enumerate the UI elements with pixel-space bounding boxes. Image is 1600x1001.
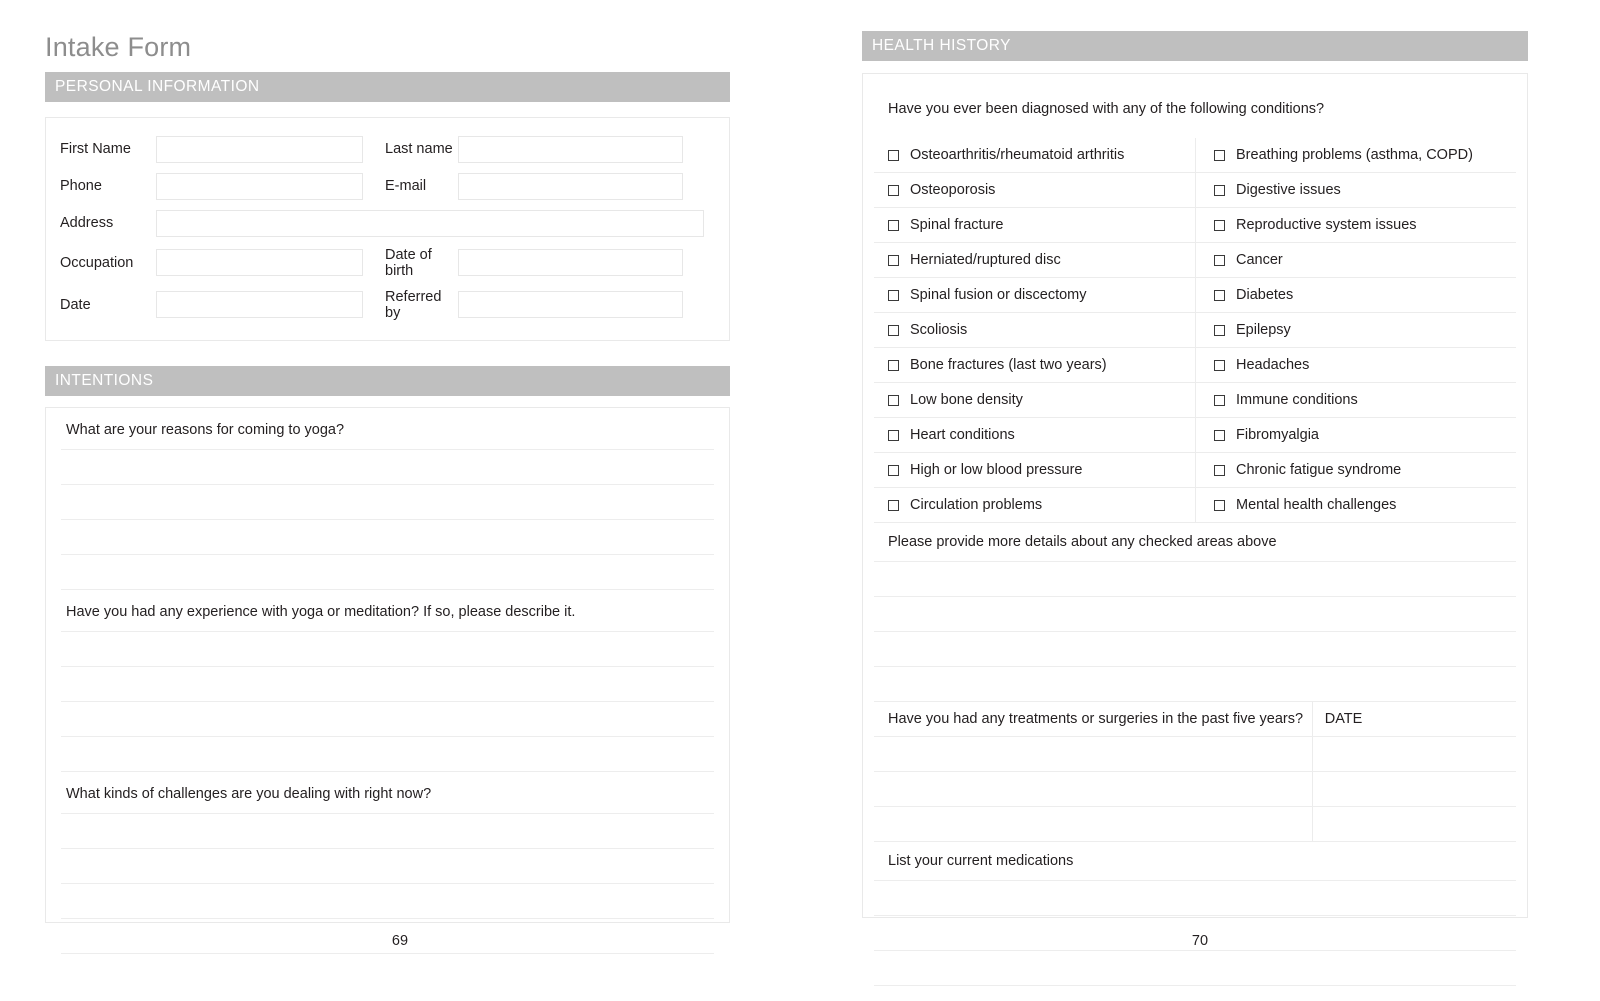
condition-label: Diabetes bbox=[1236, 286, 1294, 303]
treatments-header-row bbox=[874, 702, 1516, 737]
condition-label: Breathing problems (asthma, COPD) bbox=[1236, 146, 1473, 163]
treatments-date-header: DATE bbox=[1312, 702, 1516, 737]
condition-cell[interactable] bbox=[874, 348, 1196, 383]
condition-label: Digestive issues bbox=[1236, 181, 1341, 198]
condition-cell[interactable] bbox=[1196, 243, 1517, 278]
page-title: Intake Form bbox=[45, 32, 192, 62]
condition-cell[interactable] bbox=[874, 243, 1196, 278]
treatment-entry-field[interactable] bbox=[874, 737, 1312, 772]
text-input-field[interactable] bbox=[458, 291, 683, 318]
medications-write-line[interactable] bbox=[874, 951, 1516, 986]
treatments-question: Have you had any treatments or surgeries in the past five years? bbox=[874, 702, 1312, 737]
checkbox-icon[interactable] bbox=[1214, 430, 1225, 441]
condition-checkbox-row[interactable] bbox=[1196, 287, 1516, 304]
condition-checkbox-row[interactable] bbox=[874, 357, 1195, 374]
personal-information-card bbox=[45, 117, 730, 341]
conditions-table-row bbox=[874, 243, 1516, 278]
conditions-table-row bbox=[874, 313, 1516, 348]
question-text: Have you had any experience with yoga or meditation? If so, please describe it. bbox=[66, 603, 576, 620]
intentions-question-block bbox=[61, 408, 714, 590]
treatment-entry-field[interactable] bbox=[874, 772, 1312, 807]
condition-checkbox-row[interactable] bbox=[874, 497, 1195, 514]
condition-checkbox-row[interactable] bbox=[1196, 427, 1516, 444]
personal-information-rows bbox=[53, 136, 712, 321]
conditions-checkbox-table bbox=[874, 138, 1516, 523]
answer-write-line[interactable] bbox=[61, 737, 714, 772]
condition-checkbox-row[interactable] bbox=[1196, 392, 1516, 409]
condition-label: Spinal fracture bbox=[910, 216, 1004, 233]
conditions-table-row bbox=[874, 138, 1516, 173]
condition-label: Herniated/ruptured disc bbox=[910, 251, 1061, 268]
details-write-lines bbox=[874, 561, 1516, 667]
condition-label: Fibromyalgia bbox=[1236, 426, 1319, 443]
condition-checkbox-row[interactable] bbox=[874, 322, 1195, 339]
condition-checkbox-row[interactable] bbox=[1196, 147, 1516, 164]
condition-checkbox-row[interactable] bbox=[1196, 252, 1516, 269]
condition-checkbox-row[interactable] bbox=[874, 462, 1195, 479]
condition-label: Osteoporosis bbox=[910, 181, 996, 198]
checkbox-icon[interactable] bbox=[1214, 500, 1225, 511]
condition-cell[interactable] bbox=[1196, 418, 1517, 453]
checkbox-icon[interactable] bbox=[1214, 325, 1225, 336]
text-input-field[interactable] bbox=[458, 249, 683, 276]
condition-checkbox-row[interactable] bbox=[874, 392, 1195, 409]
condition-label: Spinal fusion or discectomy bbox=[910, 286, 1087, 303]
checkbox-icon[interactable] bbox=[888, 220, 899, 231]
details-write-line[interactable] bbox=[874, 597, 1516, 632]
checkbox-icon[interactable] bbox=[1214, 185, 1225, 196]
intentions-question-block bbox=[61, 590, 714, 772]
checkbox-icon[interactable] bbox=[1214, 290, 1225, 301]
checkbox-icon[interactable] bbox=[1214, 465, 1225, 476]
condition-label: High or low blood pressure bbox=[910, 461, 1083, 478]
intentions-card bbox=[45, 407, 730, 923]
condition-cell[interactable] bbox=[874, 313, 1196, 348]
checkbox-icon[interactable] bbox=[1214, 255, 1225, 266]
answer-write-line[interactable] bbox=[61, 555, 714, 590]
checkbox-icon[interactable] bbox=[888, 185, 899, 196]
intentions-questions bbox=[61, 408, 714, 954]
field-label: Last name bbox=[385, 141, 453, 158]
checkbox-icon[interactable] bbox=[1214, 150, 1225, 161]
checkbox-icon[interactable] bbox=[888, 150, 899, 161]
condition-cell[interactable] bbox=[1196, 208, 1517, 243]
checkbox-icon[interactable] bbox=[1214, 395, 1225, 406]
answer-write-line[interactable] bbox=[61, 702, 714, 737]
condition-checkbox-row[interactable] bbox=[874, 147, 1195, 164]
conditions-table-row bbox=[874, 383, 1516, 418]
treatment-date-field[interactable] bbox=[1312, 737, 1516, 772]
page-number-right: 70 bbox=[1191, 933, 1209, 949]
treatment-entry-field[interactable] bbox=[874, 807, 1312, 842]
text-input-field[interactable] bbox=[156, 173, 363, 200]
condition-label: Bone fractures (last two years) bbox=[910, 356, 1107, 373]
condition-label: Reproductive system issues bbox=[1236, 216, 1417, 233]
condition-cell[interactable] bbox=[1196, 348, 1517, 383]
condition-cell[interactable] bbox=[1196, 488, 1517, 523]
field-label: Address bbox=[60, 215, 114, 232]
condition-cell[interactable] bbox=[874, 208, 1196, 243]
details-prompt: Please provide more details about any checked areas above bbox=[888, 534, 1277, 550]
conditions-table-row bbox=[874, 348, 1516, 383]
field-label: Occupation bbox=[60, 254, 134, 271]
health-history-card bbox=[862, 73, 1528, 918]
checkbox-icon[interactable] bbox=[888, 325, 899, 336]
question-text: What kinds of challenges are you dealing with right now? bbox=[66, 785, 432, 802]
condition-checkbox-row[interactable] bbox=[1196, 357, 1516, 374]
condition-cell[interactable] bbox=[874, 418, 1196, 453]
conditions-table-row bbox=[874, 208, 1516, 243]
health-history-prompt: Have you ever been diagnosed with any of the following conditions? bbox=[888, 101, 1325, 117]
condition-cell[interactable] bbox=[874, 173, 1196, 208]
condition-cell[interactable] bbox=[1196, 383, 1517, 418]
details-write-line[interactable] bbox=[874, 632, 1516, 667]
condition-checkbox-row[interactable] bbox=[1196, 497, 1516, 514]
checkbox-icon[interactable] bbox=[888, 465, 899, 476]
answer-write-line[interactable] bbox=[61, 849, 714, 884]
answer-write-line[interactable] bbox=[61, 884, 714, 919]
treatments-entry-row bbox=[874, 737, 1516, 772]
checkbox-icon[interactable] bbox=[888, 360, 899, 371]
treatment-date-field[interactable] bbox=[1312, 772, 1516, 807]
checkbox-icon[interactable] bbox=[888, 430, 899, 441]
text-input-field[interactable] bbox=[156, 136, 363, 163]
condition-checkbox-row[interactable] bbox=[874, 252, 1195, 269]
condition-label: Scoliosis bbox=[910, 321, 968, 338]
checkbox-icon[interactable] bbox=[1214, 220, 1225, 231]
personal-info-row bbox=[53, 173, 712, 200]
field-label: Date of birth bbox=[385, 246, 432, 279]
condition-checkbox-row[interactable] bbox=[874, 182, 1195, 199]
condition-cell[interactable] bbox=[874, 383, 1196, 418]
condition-label: Low bone density bbox=[910, 391, 1023, 408]
condition-label: Mental health challenges bbox=[1236, 496, 1397, 513]
condition-checkbox-row[interactable] bbox=[874, 217, 1195, 234]
condition-cell[interactable] bbox=[874, 138, 1196, 173]
condition-label: Chronic fatigue syndrome bbox=[1236, 461, 1402, 478]
text-input-field[interactable] bbox=[458, 173, 683, 200]
treatments-table bbox=[874, 701, 1516, 842]
page-right bbox=[800, 0, 1600, 1001]
field-label: Referred by bbox=[385, 288, 442, 321]
text-input-field[interactable] bbox=[156, 291, 363, 318]
checkbox-icon[interactable] bbox=[888, 290, 899, 301]
section-header-intentions: INTENTIONS bbox=[45, 366, 730, 396]
page-number-left: 69 bbox=[391, 933, 409, 949]
conditions-table-row bbox=[874, 453, 1516, 488]
condition-label: Circulation problems bbox=[910, 496, 1043, 513]
checkbox-icon[interactable] bbox=[888, 395, 899, 406]
condition-cell[interactable] bbox=[1196, 173, 1517, 208]
personal-info-row bbox=[53, 210, 712, 237]
section-spacer bbox=[874, 667, 1516, 701]
treatments-entry-row bbox=[874, 807, 1516, 842]
personal-info-row bbox=[53, 136, 712, 163]
condition-cell[interactable] bbox=[874, 488, 1196, 523]
checkbox-icon[interactable] bbox=[888, 255, 899, 266]
condition-checkbox-row[interactable] bbox=[1196, 462, 1516, 479]
condition-label: Osteoarthritis/rheumatoid arthritis bbox=[910, 146, 1125, 163]
answer-write-line[interactable] bbox=[61, 667, 714, 702]
condition-cell[interactable] bbox=[874, 453, 1196, 488]
condition-cell[interactable] bbox=[1196, 313, 1517, 348]
section-header-personal-information: PERSONAL INFORMATION bbox=[45, 72, 730, 102]
text-input-field[interactable] bbox=[458, 136, 683, 163]
field-label: E-mail bbox=[385, 178, 427, 195]
treatment-date-field[interactable] bbox=[1312, 807, 1516, 842]
checkbox-icon[interactable] bbox=[1214, 360, 1225, 371]
treatments-entry-row bbox=[874, 772, 1516, 807]
condition-label: Headaches bbox=[1236, 356, 1310, 373]
condition-checkbox-row[interactable] bbox=[874, 427, 1195, 444]
condition-checkbox-row[interactable] bbox=[1196, 217, 1516, 234]
medications-write-line[interactable] bbox=[874, 880, 1516, 916]
conditions-table-row bbox=[874, 418, 1516, 453]
section-header-health-history: HEALTH HISTORY bbox=[862, 31, 1528, 61]
condition-cell[interactable] bbox=[1196, 453, 1517, 488]
text-input-field[interactable] bbox=[156, 249, 363, 276]
condition-checkbox-row[interactable] bbox=[1196, 182, 1516, 199]
condition-checkbox-row[interactable] bbox=[1196, 322, 1516, 339]
condition-checkbox-row[interactable] bbox=[874, 287, 1195, 304]
answer-write-line[interactable] bbox=[61, 449, 714, 485]
text-input-field[interactable] bbox=[156, 210, 704, 237]
intentions-question-block bbox=[61, 772, 714, 954]
answer-write-line[interactable] bbox=[61, 631, 714, 667]
checkbox-icon[interactable] bbox=[888, 500, 899, 511]
condition-cell[interactable] bbox=[874, 278, 1196, 313]
details-write-line[interactable] bbox=[874, 561, 1516, 597]
answer-write-line[interactable] bbox=[61, 520, 714, 555]
answer-write-line[interactable] bbox=[61, 813, 714, 849]
conditions-table-row bbox=[874, 173, 1516, 208]
field-label: Date bbox=[60, 296, 91, 313]
medications-prompt: List your current medications bbox=[888, 853, 1074, 869]
personal-info-row bbox=[53, 289, 712, 321]
conditions-table-row bbox=[874, 488, 1516, 523]
condition-label: Cancer bbox=[1236, 251, 1283, 268]
condition-label: Heart conditions bbox=[910, 426, 1015, 443]
field-label: Phone bbox=[60, 178, 102, 195]
condition-label: Immune conditions bbox=[1236, 391, 1358, 408]
conditions-table-row bbox=[874, 278, 1516, 313]
field-label: First Name bbox=[60, 141, 131, 158]
question-text: What are your reasons for coming to yoga? bbox=[66, 421, 345, 438]
personal-info-row bbox=[53, 247, 712, 279]
condition-cell[interactable] bbox=[1196, 138, 1517, 173]
condition-cell[interactable] bbox=[1196, 278, 1517, 313]
answer-write-line[interactable] bbox=[61, 485, 714, 520]
condition-label: Epilepsy bbox=[1236, 321, 1291, 338]
